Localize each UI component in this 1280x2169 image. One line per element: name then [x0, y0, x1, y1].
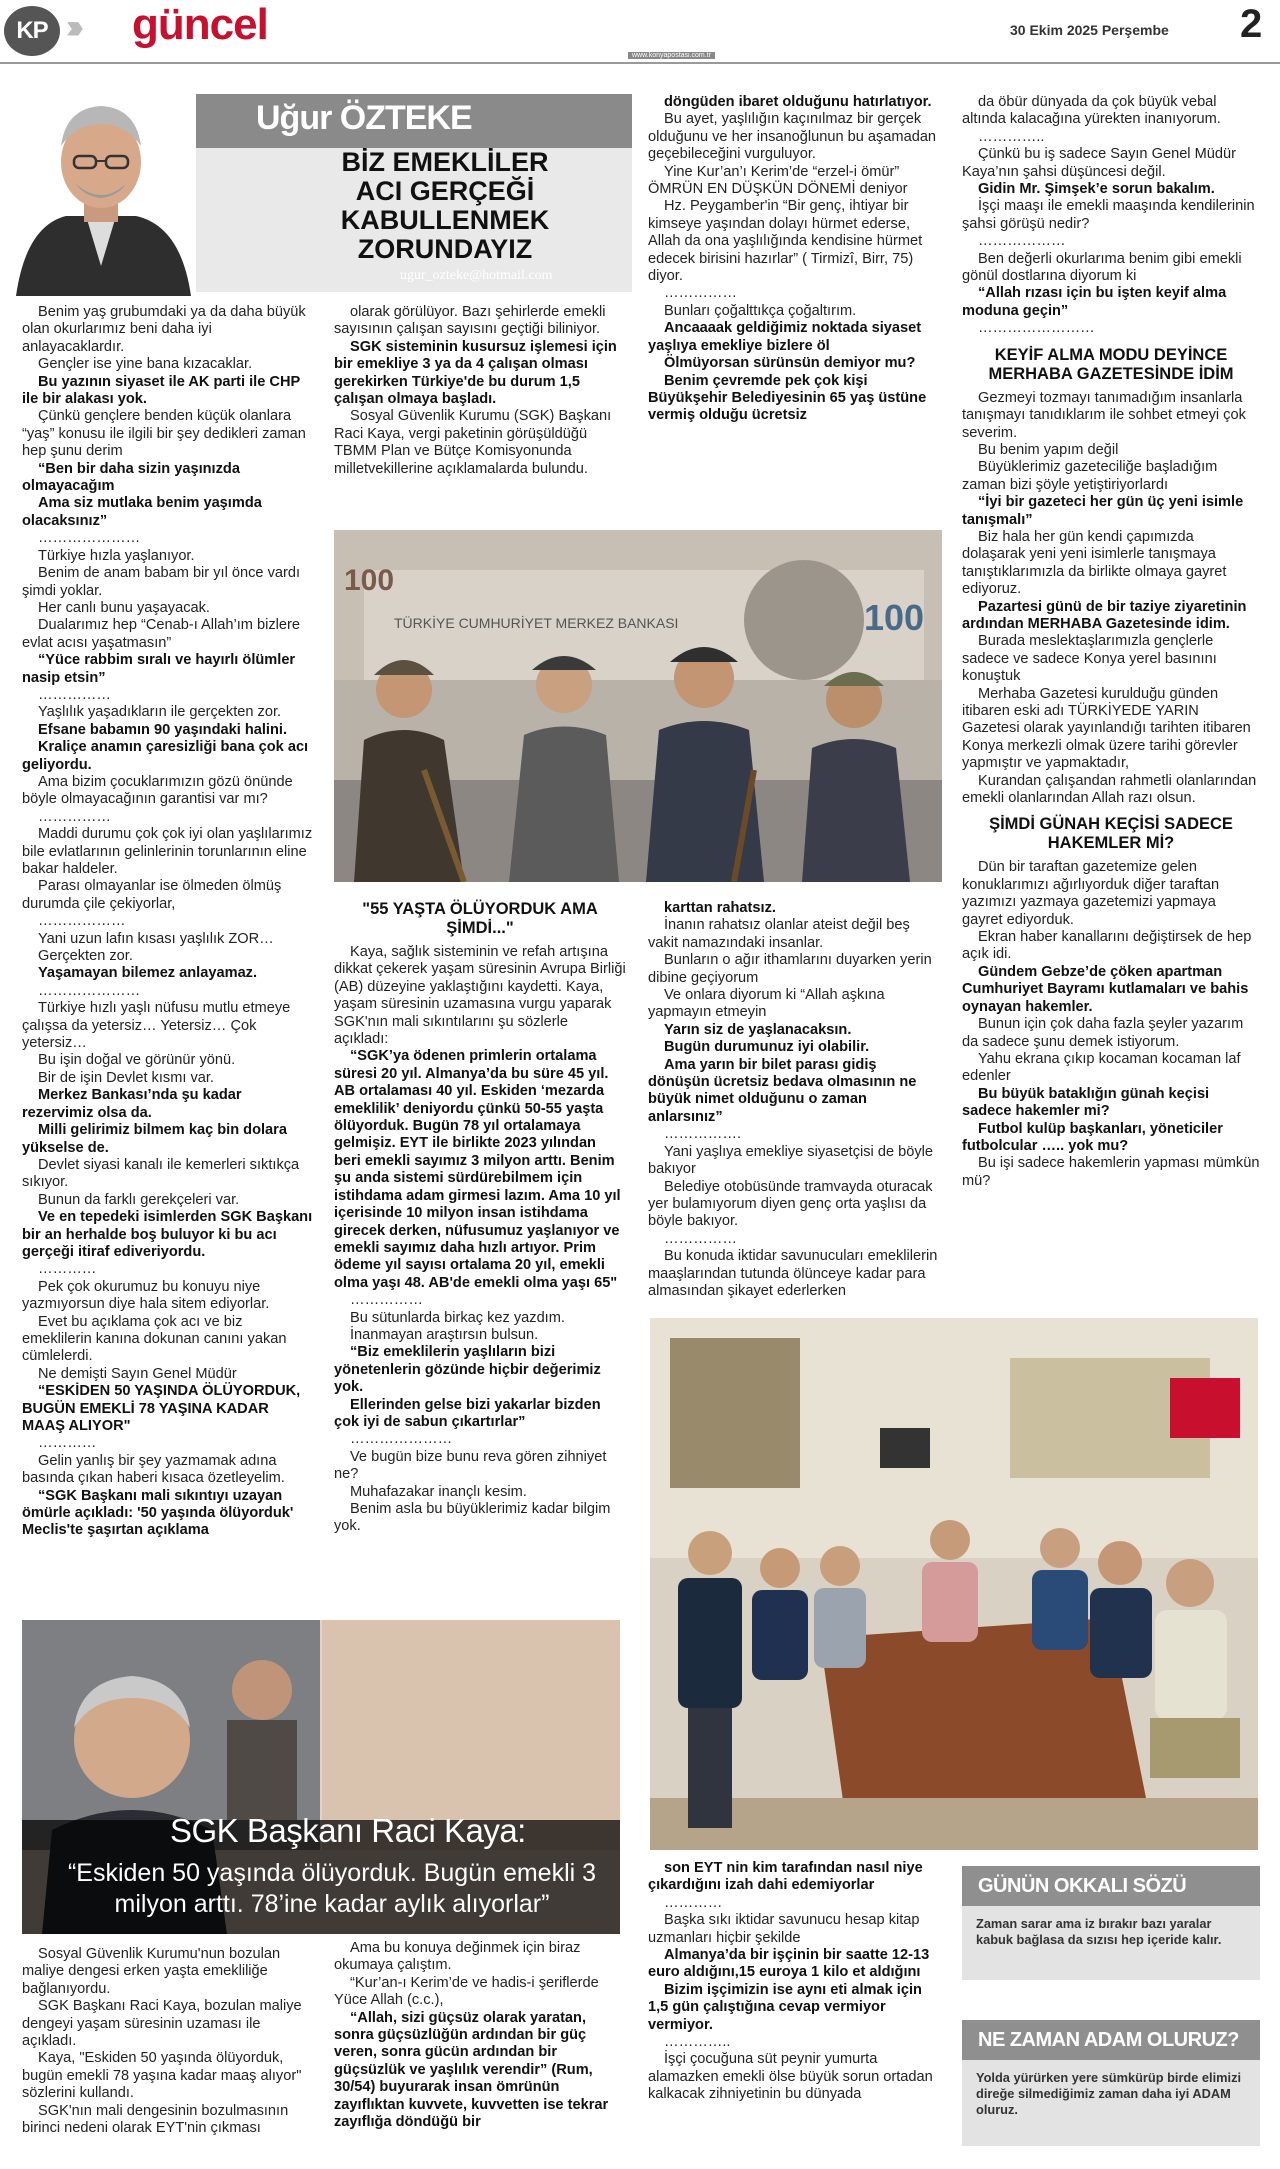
- masthead-url[interactable]: www.konyapostasi.com.tr: [628, 52, 715, 59]
- quote-of-the-day-box: [962, 1866, 1260, 1980]
- paragraph: İnanmayan araştırsın bulsun.: [350, 1326, 539, 1343]
- paragraph: Dualarımız hep “Cenab-ı Allah’ım bizlere evlat acısı yaşatmasın”: [22, 617, 300, 651]
- paragraph: Gezmeyi tozmayı tanımadığım insanlarla tanışmayı tanıdıklarım ile sohbet etmeyi çok severim.: [962, 389, 1246, 441]
- paragraph: …………………: [350, 1431, 453, 1448]
- paragraph: Yarın siz de yaşlanacaksın.: [664, 1021, 852, 1038]
- paragraph: İşçi çocuğuna süt peynir yumurta alamazken emekli ölse büyük sorun ortadan kalkacak zihniyetinin bu dünyada: [648, 2051, 933, 2103]
- paragraph: ………………: [978, 233, 1066, 250]
- person-2: [752, 1548, 808, 1680]
- paragraph: ………………: [38, 913, 126, 930]
- section-title: güncel: [132, 0, 268, 49]
- paragraph: Bu sütunlarda birkaç kez yazdım.: [350, 1309, 565, 1326]
- paragraph: ……………………: [978, 320, 1095, 337]
- paragraph: Yani yaşlıya emekliye siyasetçisi de böyle bakıyor: [648, 1143, 934, 1178]
- paragraph: Bunları çoğalttıkça çoğaltırım.: [664, 302, 857, 319]
- chevrons-icon: ›››: [66, 8, 76, 46]
- paragraph: Pek çok okurumuz bu konuyu niye yazmıyorsun diye hala sitem ediyorlar.: [22, 1278, 270, 1313]
- paragraph: Benim yaş grubumdaki ya da daha büyük olan okurlarımız beni daha iyi anlayacaklardır.: [22, 304, 306, 355]
- paragraph: “SGK Başkanı mali sıkıntıyı uzayan ömürle açıkladı: '50 yaşında ölüyorduk' Meclis'te şaşırtan açıklama: [22, 1487, 294, 1539]
- paragraph: Bunun için çok daha fazla şeyler yazarım da sadece şunu demek istiyorum.: [962, 1016, 1244, 1050]
- paragraph: Merkez Bankası’nda şu kadar rezervimiz olsa da.: [22, 1087, 242, 1121]
- paragraph: Futbol kulüp başkanları, yöneticiler futbolcular ….. yok mu?: [962, 1120, 1223, 1154]
- paragraph: Pazartesi günü de bir taziye ziyaretinin ardından MERHABA Gazetesinde idim.: [962, 598, 1247, 632]
- paragraph: …………..: [978, 128, 1045, 145]
- paragraph: Sosyal Güvenlik Kurumu'nun bozulan maliye dengesi erken yaşta emekliliğe bağlanıyordu.: [22, 1946, 281, 1997]
- author-email[interactable]: ugur_ozteke@hotmail.com: [400, 268, 553, 283]
- paragraph: Efsane babamın 90 yaşındaki halini.: [38, 721, 287, 738]
- column-2-middle: [334, 892, 626, 1622]
- paragraph: İşçi maaşı ile emekli maaşında kendilerinin şahsi görüşü nedir?: [962, 198, 1255, 232]
- paragraph: Yahu ekrana çıkıp kocaman kocaman laf edenler: [962, 1050, 1241, 1085]
- paragraph: Ama bizim çocuklarımızın gözü önünde böyle olmayacağının garantisi var mı?: [22, 773, 293, 808]
- paragraph: Maddi durumu çok çok iyi olan yaşlılarımız bile evlatlarının gelinlerinin torunlarının eline bakar haldeler.: [22, 826, 313, 877]
- paragraph: Dün bir taraftan gazetemize gelen konuklarımızı ağırlıyorduk diğer taraftan yazımızı yazmaya gazetemizi yapmaya gayret ediyorduk.: [962, 859, 1220, 928]
- paragraph: Ellerinden gelse bizi yakarlar bizden çok iyi de sabun çıkartırlar”: [334, 1396, 601, 1430]
- paragraph: döngüden ibaret olduğunu hatırlatıyor.: [664, 94, 932, 110]
- paragraph: Benim asla bu büyüklerimiz kadar bilgim yok.: [334, 1501, 611, 1535]
- paragraph: Bu işin doğal ve görünür yönü.: [38, 1052, 236, 1069]
- paragraph: Bu işi sadece hakemlerin yapması mümkün mü?: [962, 1155, 1260, 1189]
- author-photo: [6, 66, 196, 296]
- paragraph: ……………: [664, 1230, 737, 1247]
- paragraph: Bu konuda iktidar savunucuları emeklilerin maaşlarından tutunda ölünceye kadar para almasından şikayet ederlerken: [648, 1248, 938, 1299]
- paragraph: Ne demişti Sayın Genel Müdür: [38, 1365, 237, 1382]
- paragraph: Parası olmayanlar ise ölmeden ölmüş durumda çile çekiyorlar,: [22, 878, 282, 912]
- issue-date: 30 Ekim 2025 Perşembe: [1010, 22, 1169, 38]
- paragraph: Bu ayet, yaşlılığın kaçınılmaz bir gerçek olduğunu ve her insanoğlunun bu aşamadan geçebileceğini vurguluyor.: [648, 111, 937, 163]
- paragraph: Bugün durumunuz iyi olabilir.: [664, 1039, 870, 1056]
- paragraph: Evet bu açıklama çok acı ve biz emeklilerin kanına dokunan canını yakan cümlelerdi.: [22, 1313, 287, 1365]
- paragraph: Hz. Peygamber'in “Bir genç, ihtiyar bir kimseye yaşından dolayı hürmet ederse, Allah da ona yaşlılığında kendisine hürmet edecek birisini hazırlar” ( Tirmizî, Birr, 75) diyor.: [648, 198, 923, 285]
- paragraph: Yine Kur’an’ı Kerim’de “erzel-i ömür” ÖMRÜN EN DÜŞKÜN DÖNEMİ deniyor: [648, 163, 908, 198]
- paragraph: Bunların o ağır ithamlarını duyarken yerin dibine geçiyorum: [648, 952, 932, 986]
- column-3-middle: [648, 900, 940, 1310]
- column-2-subhead: "55 YAŞTA ÖLÜYORDUK AMA ŞİMDİ...": [362, 900, 598, 937]
- paragraph: ……………: [38, 686, 111, 703]
- paragraph: Muhafazakar inançlı kesim.: [350, 1483, 527, 1500]
- column-4-subhead-2: ŞİMDİ GÜNAH KEÇİSİ SADECE HAKEMLER Mİ?: [989, 815, 1233, 853]
- paragraph: son EYT nin kim tarafından nasıl niye çıkardığını izah dahi edemiyorlar: [648, 1860, 923, 1894]
- column-2-top: [334, 304, 626, 522]
- paragraph: …………………: [38, 982, 141, 999]
- paragraph: “Biz emeklilerin yaşlıların bizi yönetenlerin gözünde hiçbir değerimiz yok.: [334, 1344, 601, 1396]
- paragraph: SGK sisteminin kusursuz işlemesi için bir emekliye 3 ya da 4 çalışan olması gerekirken Türkiye'de bu durum 1,5 çalışan olmaya başladı.: [334, 338, 617, 408]
- quote-of-the-day-text: Zaman sarar ama iz bırakır bazı yaralar kabuk bağlasa da sızısı hep içeride kalır.: [976, 1916, 1222, 1947]
- paragraph: ……………: [38, 808, 111, 825]
- paragraph: Gündem Gebze’de çöken apartman Cumhuriyet Bayramı kutlamaları ve bahis oynayan hakemler.: [962, 963, 1249, 1015]
- paragraph: Bu büyük bataklığın günah keçisi sadece hakemler mi?: [962, 1085, 1210, 1120]
- page-number: 2: [1240, 2, 1263, 46]
- paragraph: Çünkü gençlere benden küçük olanlara “yaş” konusu ile ilgili bir şey dedikleri zaman hep şunu derim: [22, 408, 306, 460]
- paragraph: Bizim işçimizin ise aynı eti almak için 1,5 gün çalıştığına cevap vermiyor vermiyor.: [648, 1981, 922, 2033]
- headline: BİZ EMEKLİLER ACI GERÇEĞİ KABULLENMEK ZORUNDAYIZ: [340, 147, 550, 264]
- author-name: Uğur ÖZTEKE: [256, 99, 472, 137]
- paragraph: Türkiye hızlı yaşlı nüfusu mutlu etmeye çalışsa da yetersiz… Yetersiz… Çok yetersiz…: [22, 1000, 291, 1052]
- paragraph: karttan rahatsız.: [664, 900, 776, 916]
- paragraph: Büyüklerimiz gazeteciliğe başladığım zaman bizi şöyle yetiştiriyorlardı: [962, 459, 1218, 493]
- paragraph: Belediye otobüsünde tramvayda oturacak yer bulamıyorum diyen genç orta yaşlısı da böyle bakıyor.: [648, 1178, 933, 1230]
- paragraph: Bu yazının siyaset ile AK parti ile CHP ile bir alakası yok.: [22, 373, 300, 408]
- paragraph: …………: [38, 1261, 97, 1278]
- paragraph: “ESKİDEN 50 YAŞINDA ÖLÜYORDUK, BUGÜN EMEKLİ 78 YAŞINA KADAR MAAŞ ALIYOR": [22, 1383, 301, 1434]
- paragraph: …………..: [664, 2034, 731, 2051]
- column-3-top: [648, 94, 940, 522]
- paragraph: “Allah rızası için bu işten keyif alma moduna geçin”: [962, 285, 1227, 319]
- quote-of-the-day-title: GÜNÜN OKKALI SÖZÜ: [962, 1866, 1260, 1906]
- paragraph: Ama siz mutlaka benim yaşımda olacaksınız”: [22, 495, 262, 529]
- paragraph: ……………: [350, 1292, 423, 1309]
- paragraph: “Kur’an-ı Kerim’de ve hadis-i şeriflerde Yüce Allah (c.c.),: [334, 1974, 599, 2009]
- paragraph: Yani uzun lafın kısası yaşlılık ZOR…: [38, 930, 274, 947]
- paragraph: Burada meslektaşlarımızla gençlerle sadece ve sadece Konya yerel basınını konuştuk: [962, 633, 1217, 685]
- paragraph: SGK Başkanı Raci Kaya, bozulan maliye dengeyi yaşam süresinin uzaması ile açıkladı.: [22, 1998, 302, 2050]
- paragraph: Almanya’da bir işçinin bir saatte 12-13 euro aldığını,15 euroya 1 kilo et aldığını: [648, 1947, 930, 1981]
- paragraph: Ama bu konuya değinmek için biraz okumaya çalıştım.: [334, 1940, 581, 1974]
- paragraph: Başka sıkı iktidar savunucu hesap kitap uzmanları hiçbir şekilde: [648, 1912, 920, 1946]
- paragraph: Her canlı bunu yaşayacak.: [38, 599, 210, 616]
- paragraph: …………: [664, 1894, 723, 1911]
- paragraph: Biz hala her gün kendi çapımızda dolaşarak yeni yeni isimlerle tanışmaya tanıştıklarımızla da birlikte olmaya gayret ediyoruz.: [962, 528, 1227, 598]
- paragraph: Benim de anam babam bir yıl önce vardı şimdi yoklar.: [22, 565, 301, 599]
- paragraph: “SGK’ya ödenen primlerin ortalama süresi 20 yıl. Almanya’da bu süre 45 yıl. AB ortalaması 40 yıl. Eskiden ‘mezarda emeklilik’ deniyordu çünkü 50-55 yaşta ölüyorduk. Bugün 78 yıl ortalamaya gelmişiz. EYT ile birlikte 2023 yılından beri emekli sayımız 3 milyon arttı. Benim şu anda sistemi sürdürebilmem için istihdama adam girmesi lazım. Ama 10 yıl içerisinde 10 milyon insan istihdama girecek derken, nüfusumuz yaşlanıyor ve emekli sayımız daha hızlı artıyor. Prim ödeme yıl sayısı ortalama 20 yıl, emekli olma yaşı 48. AB'de emekli olma yaşı 65": [334, 1048, 621, 1291]
- svg-text:100: 100: [864, 597, 925, 638]
- masthead-rule: [0, 62, 1280, 64]
- paragraph: Türkiye hızla yaşlanıyor.: [38, 547, 195, 564]
- svg-text:100: 100: [344, 564, 395, 597]
- paragraph: Milli gelirimiz bilmem kaç bin dolara yükselse de.: [22, 1122, 287, 1156]
- kp-logo: KP: [4, 6, 60, 56]
- paragraph: Sosyal Güvenlik Kurumu (SGK) Başkanı Raci Kaya, vergi paketinin görüşüldüğü TBMM Plan ve Bütçe Komisyonunda milletvekillerine açıklamalarda bulundu.: [334, 408, 612, 477]
- paragraph: Ölmüyorsan sürünsün demiyor mu?: [664, 355, 916, 372]
- paragraph: da öbür dünyada da çok büyük vebal altında kalacağına yürekten inanıyorum.: [962, 94, 1221, 128]
- paragraph: Devlet siyasi kanalı ile kemerleri sıktıkça sıkıyor.: [22, 1156, 300, 1191]
- column-4-subhead-1: KEYİF ALMA MODU DEYİNCE MERHABA GAZETESİNDE İDİM: [988, 345, 1234, 383]
- column-3-bottom: [648, 1860, 940, 2150]
- paragraph: …………….: [664, 1126, 742, 1143]
- paragraph: Merhaba Gazetesi kurulduğu günden itibaren eski adı TÜRKİYEDE YARIN Gazetesi olarak yayınlandığı tarihten itibaren Konya merkezli olmak üzere tarihi görevler yapmıştır ve yapmaktadır,: [962, 685, 1251, 772]
- elderly-men-banknote-photo: [334, 530, 942, 882]
- paragraph: Ekran haber kanallarını değiştirsek de hep açık idi.: [962, 929, 1252, 963]
- paragraph: “Allah, sizi güçsüz olarak yaratan, sonra güçsüzlüğün ardından bir güç veren, sonra gücün ardından bir güçsüzlük ve yaşlılık verendir” (Rum, 30/54) buyurarak insan ömrünün zayıflıktan kuvvete, kuvvetten ise tekrar zayıflığa döndüğü bir: [334, 2009, 609, 2131]
- background-elderly-man: [227, 1660, 297, 1820]
- paragraph: Kraliçe anamın çaresizliği bana çok acı geliyordu.: [22, 739, 309, 773]
- when-civilized-title: NE ZAMAN ADAM OLURUZ?: [962, 2020, 1260, 2060]
- paragraph: “İyi bir gazeteci her gün üç yeni isimle tanışmalı”: [962, 494, 1244, 528]
- paragraph: Kurandan çalışandan rahmetli olanlarından emekli olanlarından Allah razı olsun.: [962, 772, 1257, 807]
- sgk-photo-caption: SGK Başkanı Raci Kaya:: [170, 1812, 526, 1849]
- paragraph: Çünkü bu iş sadece Sayın Genel Müdür Kaya’nın şahsi düşüncesi değil.: [962, 146, 1236, 180]
- paragraph: Kaya, sağlık sisteminin ve refah artışına dikkat çekerek yaşam süresinin Avrupa Birliği (AB) düzeyine yaklaştığını kaydetti. Kaya, yaşam süresinin uzamasına vurgu yaparak SGK'nın mali sıkıntılarını şu sözlerle açıkladı:: [334, 944, 626, 1048]
- svg-text:TÜRKİYE CUMHURİYET MERKEZ BANK: TÜRKİYE CUMHURİYET MERKEZ BANKASI: [394, 615, 679, 631]
- masthead: [0, 0, 1280, 60]
- person-5: [1032, 1528, 1088, 1650]
- paragraph: Ve onlara diyorum ki “Allah aşkına yapmayın etmeyin: [648, 987, 885, 1021]
- column-1-bottom: [22, 1946, 314, 2146]
- paragraph: “Yüce rabbim sıralı ve hayırlı ölümler nasip etsin”: [22, 652, 296, 686]
- column-4: [962, 94, 1260, 1276]
- paragraph: Gerçekten zor.: [38, 948, 133, 965]
- person-3: [814, 1546, 866, 1668]
- person-4: [922, 1520, 978, 1642]
- paragraph: Kaya, "Eskiden 50 yaşında ölüyorduk, bugün emekli 78 yaşına kadar maaş alıyor" sözlerini kullandı.: [22, 2050, 302, 2102]
- column-2-bottom: [334, 1940, 626, 2150]
- paragraph: Gençler ise yine bana kızacaklar.: [38, 356, 253, 373]
- column-1: [22, 304, 314, 1594]
- paragraph: SGK'nın mali dengesinin bozulmasının birinci nedeni olarak EYT'nin çıkması: [22, 2102, 289, 2137]
- paragraph: Ve en tepedeki isimlerden SGK Başkanı bir an herhalde boş buluyor ki bu acı gerçeği itiraf ediveriyordu.: [22, 1209, 313, 1260]
- paragraph: ……………: [664, 285, 737, 302]
- paragraph: Benim çevremde pek çok kişi Büyükşehir Belediyesinin 65 yaş üstüne vermiş olduğu ücretsiz: [648, 372, 927, 424]
- paragraph: Bu benim yapım değil: [978, 441, 1119, 458]
- paragraph: Ve bugün bize bunu reva gören zihniyet ne?: [334, 1448, 607, 1483]
- paragraph: Ama yarın bir bilet parası gidiş dönüşün ücretsiz bedava olmasının ne büyük nimet olduğunu o zaman anlarsınız”: [648, 1056, 917, 1125]
- when-civilized-box: [962, 2020, 1260, 2146]
- paragraph: Bunun da farklı gerekçeleri var.: [38, 1191, 240, 1208]
- paragraph: Yaşlılık yaşadıkların ile gerçekten zor.: [38, 704, 282, 721]
- paragraph: …………: [38, 1435, 97, 1452]
- paragraph: olarak görülüyor. Bazı şehirlerde emekli sayısının çalışan sayısını geçtiği biliniyor.: [334, 304, 606, 338]
- paragraph: “Ben bir daha sizin yaşınızda olmayacağım: [22, 460, 240, 495]
- paragraph: Gelin yanlış bir şey yazmamak adına basında çıkan haberi kısaca özetleyelim.: [22, 1452, 285, 1487]
- sgk-photo-quote: “Eskiden 50 yaşında ölüyorduk. Bugün emekli 3 milyon arttı. 78’ine kadar aylık alıyorlar”: [67, 1859, 597, 1918]
- paragraph: …………………: [38, 530, 141, 547]
- office-group-photo: [650, 1318, 1258, 1850]
- paragraph: Gidin Mr. Şimşek’e sorun bakalım.: [978, 181, 1215, 198]
- paragraph: Ancaaaak geldiğimiz noktada siyaset yaşlıya emekliye bizlere öl: [648, 320, 922, 354]
- paragraph: Ben değerli okurlarıma benim gibi emekli gönül dostlarına diyorum ki: [962, 250, 1242, 285]
- paragraph: Yaşamayan bilemez anlayamaz.: [38, 965, 258, 982]
- paragraph: İnanın rahatsız olanlar ateist değil beş vakit namazındaki insanlar.: [648, 917, 910, 951]
- when-civilized-text: Yolda yürürken yere sümkürüp birde elimizi direğe silmediğimiz zaman daha iyi ADAM oluruz.: [976, 2070, 1242, 2117]
- paragraph: Bir de işin Devlet kısmı var.: [38, 1069, 214, 1086]
